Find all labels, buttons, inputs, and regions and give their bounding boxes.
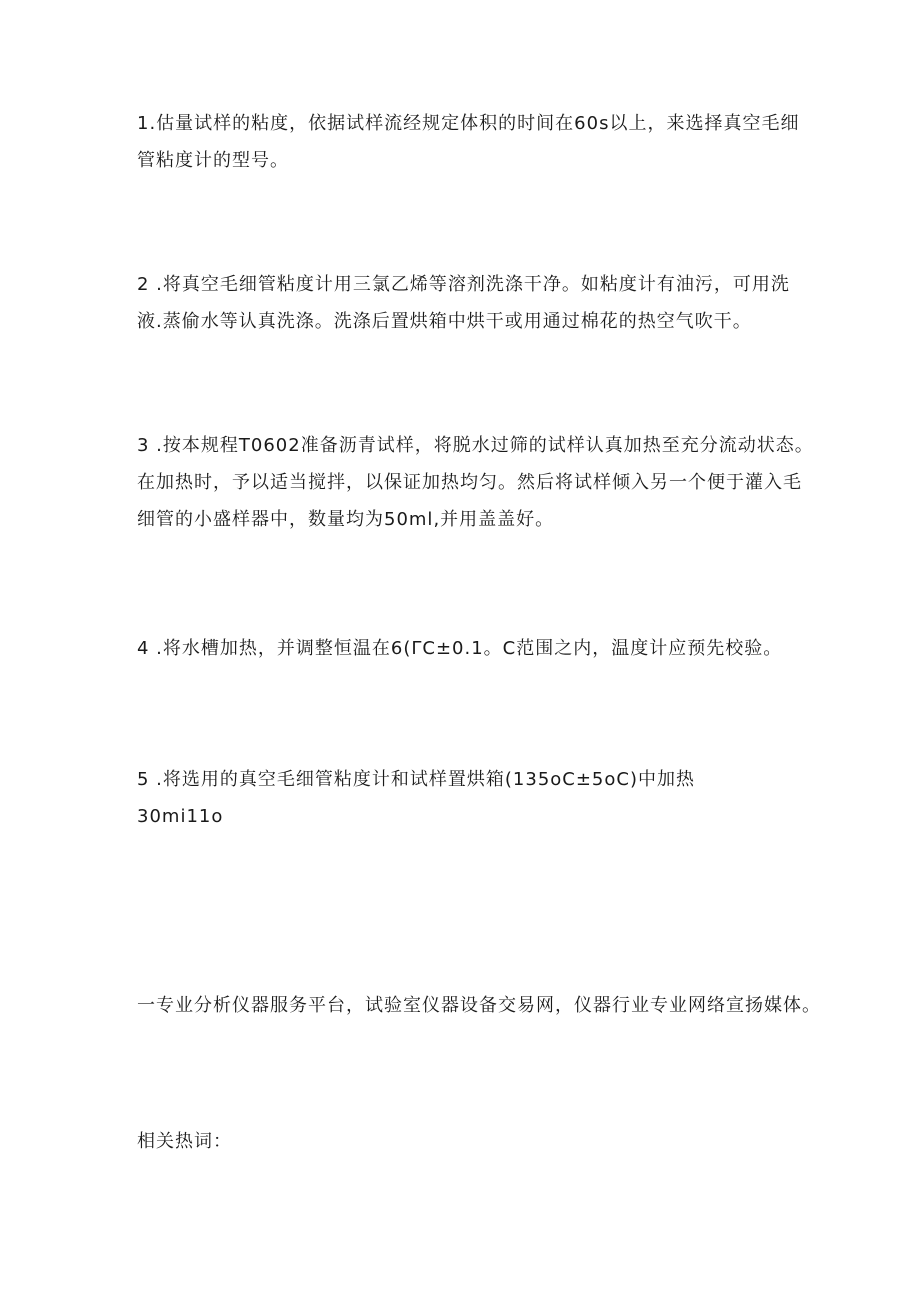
related-keywords: [137, 1123, 817, 1160]
text-line: 5 .将选用的真空毛细管粘度计和试样置烘箱(135oC±5oC)中加热: [137, 769, 695, 790]
step-4-paragraph: [137, 630, 817, 667]
text-line: 3 .按本规程T0602准备沥青试样，将脱水过筛的试样认真加热至充分流动状态。: [137, 435, 814, 456]
step-3-paragraph: [137, 427, 817, 538]
text-line: 细管的小盛样器中，数量均为50ml,并用盖盖好。: [137, 509, 555, 530]
text-line: 在加热时，予以适当搅拌，以保证加热均匀。然后将试样倾入另一个便于灌入毛: [137, 472, 802, 493]
text-line: 管粘度计的型号。: [137, 150, 289, 171]
step-2-paragraph: [137, 266, 817, 340]
text-line: 4 .将水槽加热，并调整恒温在6(ΓC±0.1。C范围之内，温度计应预先校验。: [137, 638, 783, 659]
step-5-paragraph: [137, 761, 817, 835]
text-line: 2 .将真空毛细管粘度计用三氯乙烯等溶剂洗涤干净。如粘度计有油污，可用洗: [137, 274, 790, 295]
text-line: 1.估量试样的粘度，依据试样流经规定体积的时间在60s以上，来选择真空毛细: [137, 113, 800, 134]
text-line: 液.蒸偷水等认真洗涤。洗涤后置烘箱中烘干或用通过棉花的热空气吹干。: [137, 311, 752, 332]
related-keywords-label: 相关热词：: [137, 1131, 232, 1152]
text-line: 30mi11o: [137, 806, 224, 827]
site-tagline: [137, 987, 821, 1024]
tagline-text: 一专业分析仪器服务平台，试验室仪器设备交易网，仪器行业专业网络宣扬媒体。: [137, 995, 821, 1016]
step-1-paragraph: [137, 105, 817, 179]
